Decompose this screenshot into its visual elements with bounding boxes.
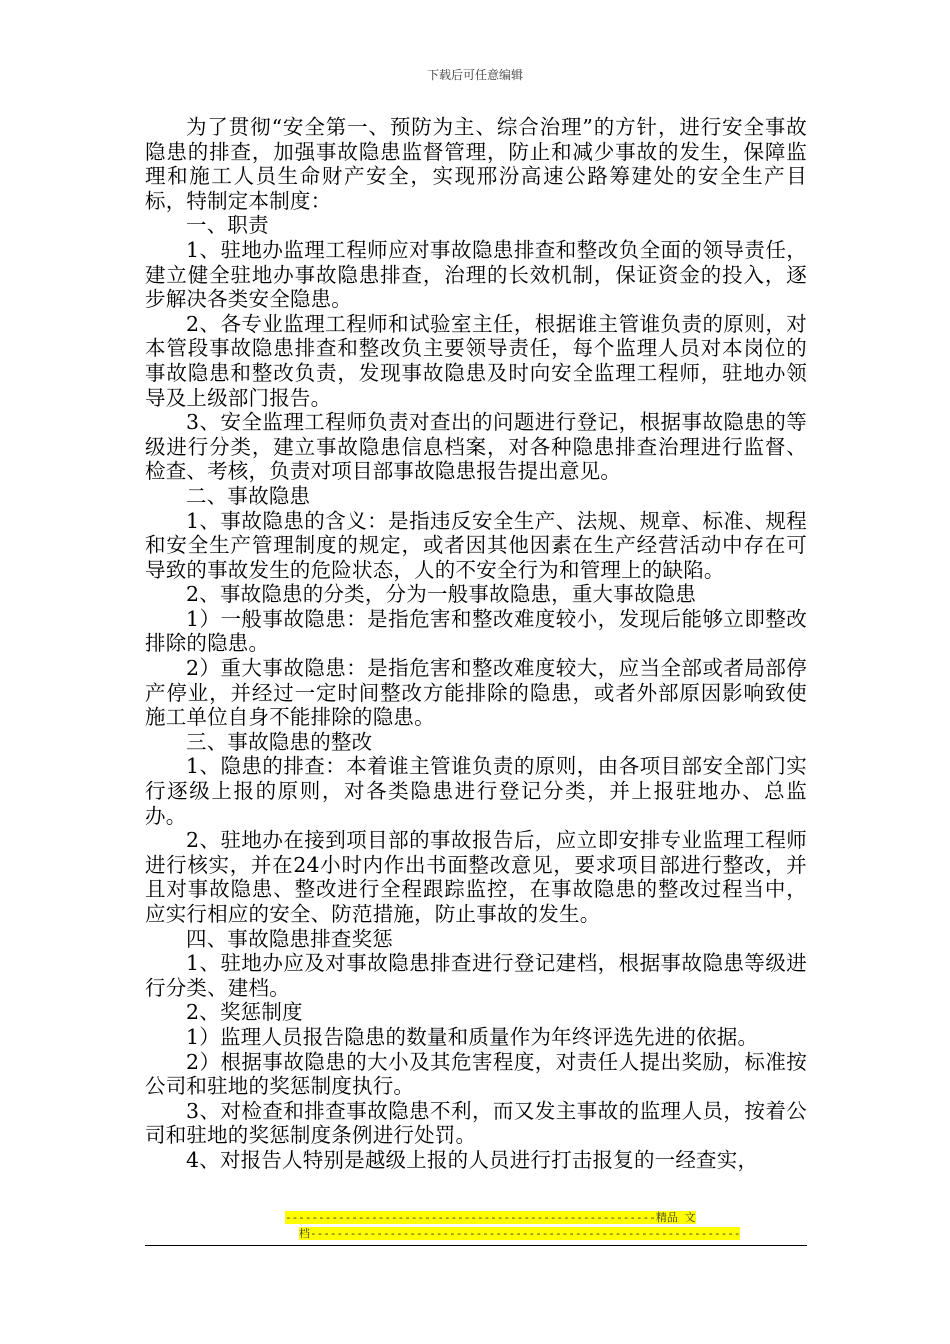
paragraph: 2、事故隐患的分类，分为一般事故隐患，重大事故隐患: [186, 582, 697, 607]
paragraph: 1）监理人员报告隐患的数量和质量作为年终评选先进的依据。: [186, 1024, 759, 1049]
paragraph: 1、驻地办监理工程师应对事故隐患排查和整改负全面的领导责任，建立健全驻地办事故隐患排查，治理的长效机制，保证资金的投入，逐步解决各类安全隐患。: [145, 237, 807, 312]
footer-watermark-line-1: [145, 1211, 807, 1225]
paragraph: 1）一般事故隐患：是指危害和整改难度较小，发现后能够立即整改排除的隐患。: [145, 606, 807, 656]
section-heading-rectification: 三、事故隐患的整改: [186, 729, 373, 754]
paragraph: 1、事故隐患的含义：是指违反安全生产、法规、规章、标准、规程和安全生产管理制度的规定，或者因其他因素在生产经营活动中存在可导致的事故发生的危险状态，人的不安全行为和管理上的缺陷。: [145, 508, 807, 582]
paragraph: 2）重大事故隐患：是指危害和整改难度较大，应当全部或者局部停产停业，并经过一定时间整改方能排除的隐患，或者外部原因影响致使施工单位自身不能排除的隐患。: [145, 656, 807, 730]
footer-watermark-text: --------------------------------------------------------精品 文: [285, 1211, 696, 1224]
paragraph: 4、对报告人特别是越级上报的人员进行打击报复的一经查实，: [186, 1147, 759, 1172]
paragraph: 3、对检查和排查事故隐患不利，而又发主事故的监理人员，按着公司和驻地的奖惩制度条例进行处罚。: [145, 1098, 807, 1148]
footer-watermark-line-2: [145, 1227, 807, 1241]
paragraph: 3、安全监理工程师负责对查出的问题进行登记，根据事故隐患的等级进行分类，建立事故隐患信息档案，对各种隐患排查治理进行监督、检查、考核，负责对项目部事故隐患报告提出意见。: [145, 410, 807, 484]
paragraph: 2、奖惩制度: [186, 1000, 303, 1025]
document-body: [145, 115, 807, 1173]
paragraph: 2、驻地办在接到项目部的事故报告后，应立即安排专业监理工程师进行核实，并在24小时内作出书面整改意见，要求项目部进行整改，并且对事故隐患、整改进行全程跟踪监控，在事故隐患的整改过程当中，应实行相应的安全、防范措施，防止事故的发生。: [145, 828, 807, 926]
intro-paragraph: 为了贯彻“安全第一、预防为主、综合治理”的方针，进行安全事故隐患的排查，加强事故隐患监督管理，防止和减少事故的发生，保障监理和施工人员生命财产安全，实现邢汾高速公路筹建处的安全生产目标，特制定本制度：: [145, 115, 807, 213]
paragraph: 1、隐患的排查：本着谁主管谁负责的原则，由各项目部安全部门实行逐级上报的原则，对各类隐患进行登记分类，并上报驻地办、总监办。: [145, 754, 807, 828]
paragraph: 2、各专业监理工程师和试验室主任，根据谁主管谁负责的原则，对本管段事故隐患排查和整改负主要领导责任，每个监理人员对本岗位的事故隐患和整改负责，发现事故隐患及时向安全监理工程师，驻地办领导及上级部门报告。: [145, 311, 807, 410]
section-heading-duties: 一、职责: [186, 213, 269, 238]
paragraph: 1、驻地办应及对事故隐患排查进行登记建档，根据事故隐患等级进行分类、建档。: [145, 951, 807, 1000]
footer-watermark-text: 档-----------------------------------------------------------------: [299, 1227, 741, 1240]
section-heading-hazards: 二、事故隐患: [186, 483, 311, 508]
footer-divider: [145, 1245, 807, 1246]
section-heading-rewards: 四、事故隐患排查奖惩: [186, 926, 393, 951]
paragraph: 2）根据事故隐患的大小及其危害程度，对责任人提出奖励，标准按公司和驻地的奖惩制度执行。: [145, 1049, 807, 1099]
page-header: 下载后可任意编辑: [426, 68, 523, 82]
